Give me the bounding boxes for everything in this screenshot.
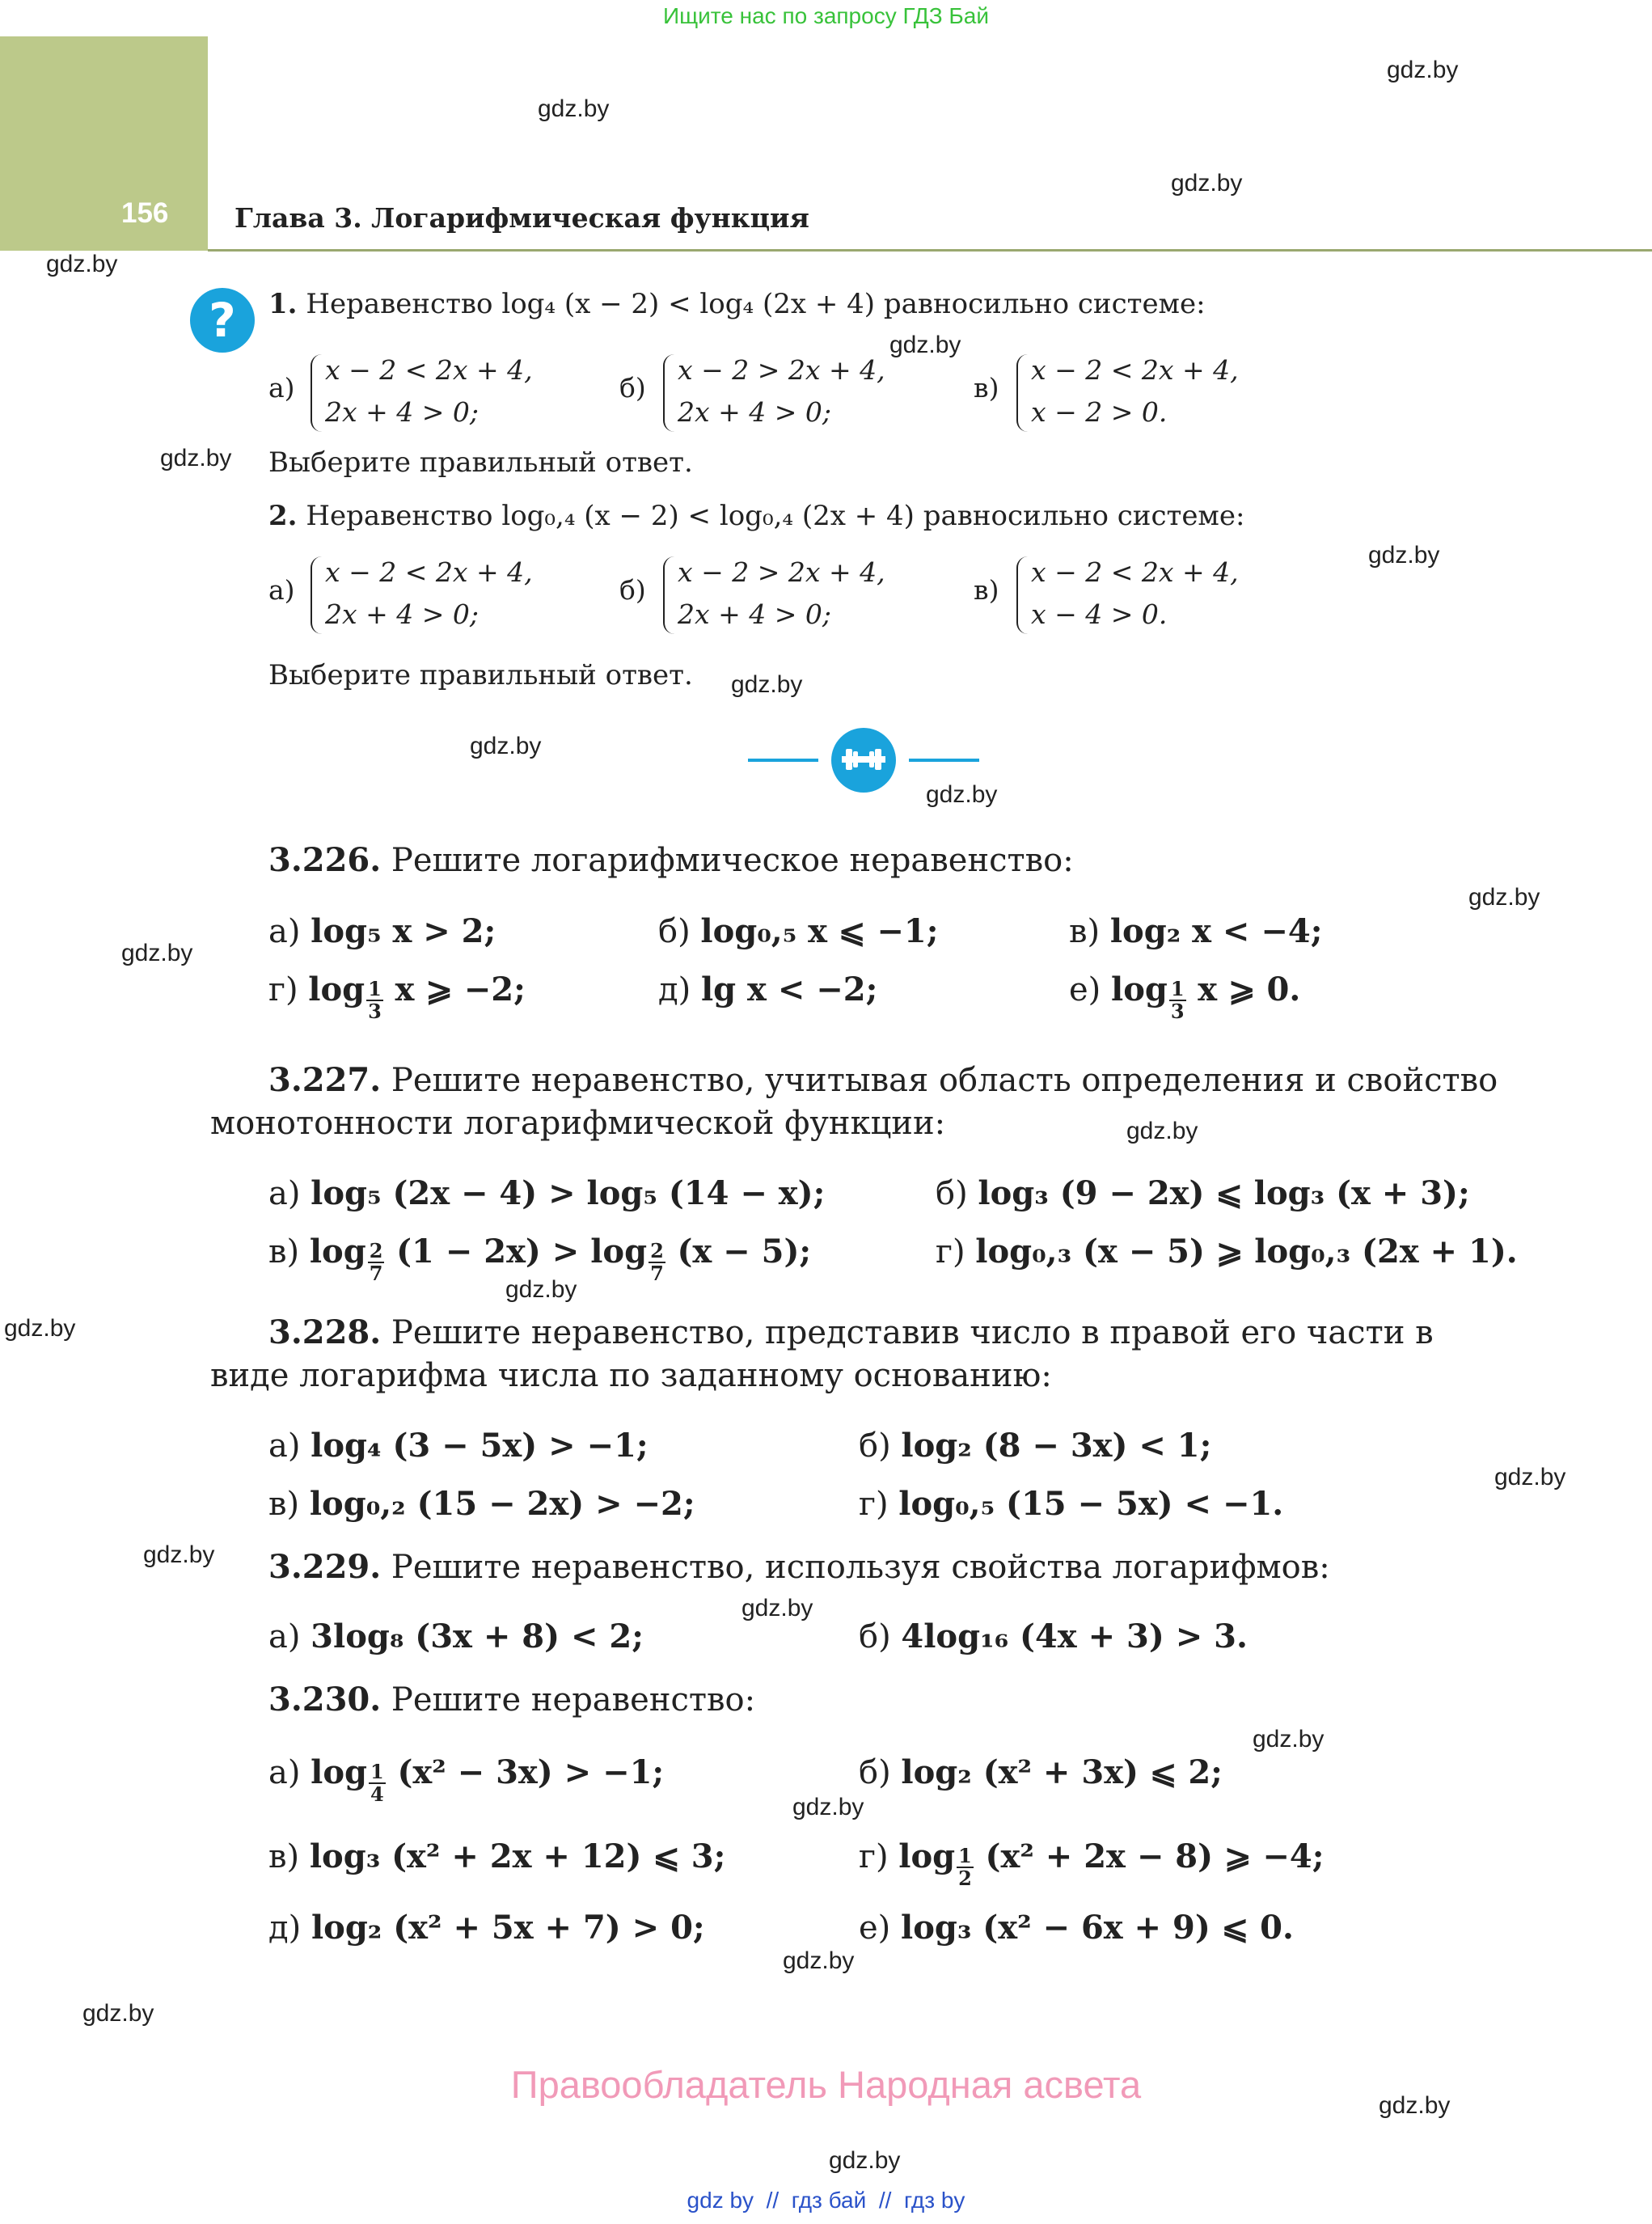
item-expr: log₂ x < −4; [1109, 912, 1323, 950]
item-expr: log₂ (8 − 3x) < 1; [901, 1427, 1212, 1465]
question-text: Неравенство log₀,₄ (x − 2) < log₀,₄ (2x + 4) равносильно системе: [306, 500, 1245, 532]
item-label: б) [859, 1618, 891, 1655]
exercise-item [1069, 912, 1322, 950]
item-label: г) [936, 1233, 965, 1271]
option-label: б) [619, 574, 646, 606]
watermark: gdz.by [1171, 170, 1243, 197]
item-expr: (x − 5); [677, 1233, 812, 1271]
system-line: x − 4 > 0. [1031, 598, 1168, 630]
exercise-text: Решите логарифмическое неравенство: [391, 842, 1074, 879]
item-label: а) [268, 1618, 301, 1655]
system-line: x − 2 > 2x + 4, [678, 556, 885, 588]
exercise-item [936, 1174, 1470, 1212]
item-expr: log [898, 1837, 956, 1875]
question-number: 1. [268, 288, 298, 320]
system-brace [1016, 354, 1033, 432]
item-expr: log [309, 1233, 366, 1271]
dumbbell-icon [831, 728, 896, 793]
question-number: 2. [268, 500, 298, 532]
item-label: г) [859, 1838, 889, 1875]
footer-link[interactable]: gdz by [687, 2188, 754, 2213]
system-line: x − 2 > 2x + 4, [678, 354, 885, 386]
item-expr: lg x < −2; [700, 970, 878, 1008]
exercise-text: Решите неравенство: [391, 1681, 756, 1719]
system-brace [663, 556, 679, 634]
exercise-item [268, 1427, 649, 1465]
watermark: gdz.by [783, 1947, 855, 1974]
item-label: а) [268, 1754, 301, 1791]
footer-link[interactable]: гдз бай [791, 2188, 867, 2213]
exercise-3-230-heading [268, 1681, 755, 1719]
exercise-item [268, 1174, 825, 1212]
item-label: г) [268, 971, 298, 1008]
item-label: е) [859, 1909, 891, 1947]
top-search-link[interactable]: Ищите нас по запросу ГДЗ Бай [662, 3, 990, 28]
footer-separator: // [766, 2188, 780, 2213]
footer-separator: // [878, 2188, 892, 2213]
footer-link[interactable]: гдз by [903, 2188, 965, 2213]
watermark: gdz.by [829, 2147, 901, 2174]
exercise-3-227-heading [268, 1061, 1498, 1099]
item-expr: log₀,₅ (15 − 5x) < −1. [898, 1485, 1284, 1523]
item-expr: log [308, 970, 365, 1008]
item-expr: log₃ (x² − 6x + 9) ⩽ 0. [901, 1909, 1294, 1947]
question-2 [268, 500, 1244, 532]
exercise-3-229-heading [268, 1548, 1330, 1586]
exercise-item [268, 1909, 705, 1947]
item-label: в) [268, 1486, 300, 1523]
exercise-text-cont: монотонности логарифмической функции: [210, 1105, 946, 1142]
footer-links [0, 2188, 1652, 2213]
item-expr: log₂ (x² + 5x + 7) > 0; [311, 1909, 705, 1947]
exercise-number: 3.230. [268, 1681, 382, 1719]
item-expr: 3log₈ (3x + 8) < 2; [311, 1617, 644, 1655]
item-label: б) [859, 1427, 891, 1465]
option-system [663, 354, 922, 435]
item-expr: (x² + 2x − 8) ⩾ −4; [985, 1837, 1325, 1875]
option-system [311, 556, 569, 637]
exercise-item [859, 1617, 1248, 1655]
watermark: gdz.by [1468, 884, 1540, 911]
exercise-item [1069, 970, 1300, 1021]
item-label: в) [1069, 913, 1101, 950]
exercise-item [268, 1837, 725, 1875]
base-fraction: $\frac{1}{3}$ [368, 977, 382, 1023]
exercise-item [268, 1753, 664, 1804]
item-expr: log₄ (3 − 5x) > −1; [311, 1427, 649, 1465]
exercise-item [859, 1427, 1211, 1465]
header-rule [208, 249, 1652, 252]
watermark: gdz.by [1379, 2092, 1451, 2119]
watermark: gdz.by [143, 1541, 215, 1568]
question-text: Неравенство log₄ (x − 2) < log₄ (2x + 4) равносильно системе: [306, 288, 1206, 320]
system-line: x − 2 > 0. [1031, 396, 1168, 428]
item-label: а) [268, 1427, 301, 1465]
watermark: gdz.by [889, 332, 961, 358]
exercise-item [859, 1909, 1294, 1947]
system-line: 2x + 4 > 0; [678, 396, 831, 428]
option-label: в) [974, 372, 999, 404]
exercise-item [268, 1617, 644, 1655]
item-label: б) [658, 913, 691, 950]
watermark: gdz.by [121, 940, 193, 966]
watermark: gdz.by [4, 1315, 76, 1342]
exercise-item [658, 912, 938, 950]
system-line: 2x + 4 > 0; [678, 598, 831, 630]
exercise-number: 3.227. [268, 1061, 382, 1099]
item-expr: log₃ (x² + 2x + 12) ⩽ 3; [309, 1837, 726, 1875]
exercise-item [268, 912, 496, 950]
system-brace [1016, 556, 1033, 634]
exercise-item [859, 1837, 1325, 1888]
item-label: а) [268, 1175, 301, 1212]
base-fraction: $\frac{1}{4}$ [370, 1760, 384, 1806]
item-expr: x ⩾ −2; [395, 970, 526, 1008]
system-line: 2x + 4 > 0; [325, 598, 479, 630]
question-icon: ? [190, 288, 255, 353]
item-expr: log₀,₅ x ⩽ −1; [700, 912, 939, 950]
item-expr: x ⩾ 0. [1198, 970, 1301, 1008]
chapter-title: Глава 3. Логарифмическая функция [234, 202, 809, 234]
watermark: gdz.by [470, 733, 542, 759]
question-1 [268, 288, 1206, 320]
watermark: gdz.by [46, 251, 118, 277]
base-fraction: $\frac{2}{7}$ [650, 1239, 664, 1285]
item-label: е) [1069, 971, 1101, 1008]
exercise-text: Решите неравенство, учитывая область определения и свойство [391, 1062, 1498, 1099]
item-expr: log [311, 1753, 368, 1791]
exercise-number: 3.226. [268, 841, 382, 879]
option-label: в) [974, 574, 999, 606]
exercise-item [859, 1485, 1283, 1523]
option-label: а) [268, 372, 295, 404]
item-label: г) [859, 1486, 889, 1523]
watermark: gdz.by [82, 2000, 154, 2027]
divider-left [748, 759, 818, 762]
watermark: gdz.by [792, 1794, 864, 1820]
watermark: gdz.by [731, 671, 803, 698]
system-line: x − 2 < 2x + 4, [325, 556, 533, 588]
system-brace [311, 354, 327, 432]
item-expr: 4log₁₆ (4x + 3) > 3. [901, 1617, 1248, 1655]
system-line: 2x + 4 > 0; [325, 396, 479, 428]
watermark: gdz.by [1253, 1726, 1325, 1753]
exercise-item [936, 1233, 1518, 1271]
exercise-3-228-heading [268, 1313, 1434, 1351]
system-line: x − 2 < 2x + 4, [1031, 354, 1239, 386]
item-label: б) [859, 1754, 891, 1791]
item-label: а) [268, 913, 301, 950]
exercise-text: Решите неравенство, представив число в правой его части в [391, 1314, 1434, 1351]
item-label: в) [268, 1233, 300, 1271]
divider-right [909, 759, 979, 762]
base-fraction: $\frac{2}{7}$ [369, 1239, 383, 1285]
item-expr: log₅ (2x − 4) > log₅ (14 − x); [311, 1174, 826, 1212]
watermark: gdz.by [926, 781, 998, 808]
watermark: gdz.by [1368, 542, 1440, 569]
watermark: gdz.by [1126, 1118, 1198, 1144]
watermark: gdz.by [741, 1595, 813, 1621]
option-system [311, 354, 569, 435]
system-brace [663, 354, 679, 432]
page-number: 156 [121, 197, 169, 229]
system-brace [311, 556, 327, 634]
watermark: gdz.by [1387, 57, 1459, 83]
exercise-item [859, 1753, 1223, 1791]
system-line: x − 2 < 2x + 4, [325, 354, 533, 386]
watermark: gdz.by [1494, 1464, 1566, 1490]
question-prompt: Выберите правильный ответ. [268, 659, 693, 691]
exercise-text-cont: виде логарифма числа по заданному основанию: [210, 1357, 1052, 1394]
exercise-number: 3.228. [268, 1313, 382, 1351]
watermark: gdz.by [160, 445, 232, 471]
item-expr: log₂ (x² + 3x) ⩽ 2; [901, 1753, 1223, 1791]
item-label: д) [658, 971, 691, 1008]
system-line: x − 2 < 2x + 4, [1031, 556, 1239, 588]
item-expr: (x² − 3x) > −1; [397, 1753, 665, 1791]
item-expr: log₀,₂ (15 − 2x) > −2; [309, 1485, 695, 1523]
watermark: gdz.by [505, 1276, 577, 1303]
item-expr: (1 − 2x) > log [396, 1233, 648, 1271]
exercise-3-226-heading [268, 841, 1074, 879]
item-expr: log₅ x > 2; [311, 912, 496, 950]
base-fraction: $\frac{1}{3}$ [1170, 977, 1185, 1023]
option-label: б) [619, 372, 646, 404]
item-label: в) [268, 1838, 300, 1875]
option-system [663, 556, 922, 637]
item-label: б) [936, 1175, 968, 1212]
exercise-item [268, 1485, 695, 1523]
option-system [1016, 556, 1275, 637]
exercise-item [268, 1233, 811, 1283]
question-prompt: Выберите правильный ответ. [268, 446, 693, 479]
base-fraction: $\frac{1}{2}$ [958, 1844, 972, 1890]
watermark: gdz.by [538, 95, 610, 122]
option-label: а) [268, 574, 295, 606]
item-label: д) [268, 1909, 302, 1947]
page-number-block [0, 36, 208, 251]
exercise-text: Решите неравенство, используя свойства логарифмов: [391, 1549, 1330, 1586]
exercise-item [268, 970, 526, 1021]
item-expr: log₃ (9 − 2x) ⩽ log₃ (x + 3); [978, 1174, 1470, 1212]
exercise-item [658, 970, 877, 1008]
option-system [1016, 354, 1275, 435]
exercise-number: 3.229. [268, 1548, 382, 1586]
item-expr: log₀,₃ (x − 5) ⩾ log₀,₃ (2x + 1). [975, 1233, 1518, 1271]
item-expr: log [1111, 970, 1168, 1008]
copyright-notice: Правообладатель Народная асвета [510, 2063, 1142, 2106]
